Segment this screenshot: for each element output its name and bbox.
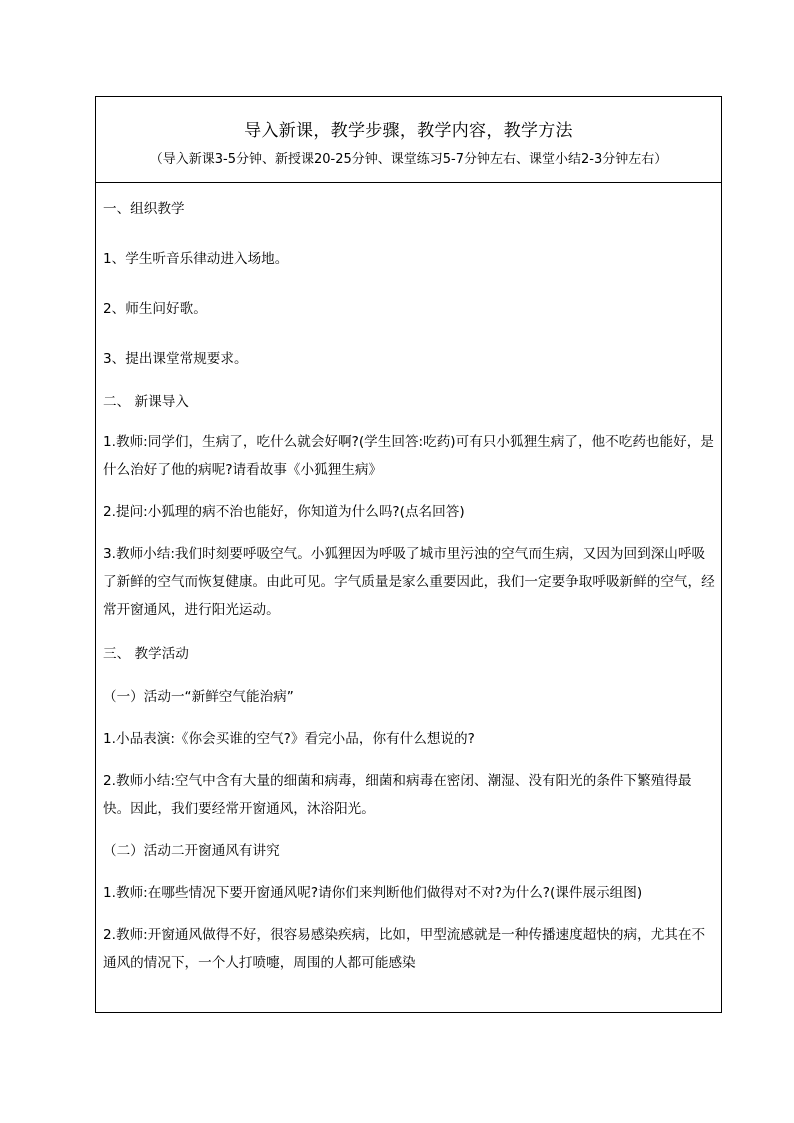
paragraph: 3.教师小结:我们时刻要呼吸空气。小狐狸因为呼吸了城市里污浊的空气而生病，又因为回到深山呼吸了新鲜的空气而恢复健康。由此可见。字气质量是家么重要因此，我们一定要争取呼吸新鲜的空气，经常开窗通风，进行阳光运动。 [103,546,715,618]
section-heading-intro: 二、 新课导入 [103,394,189,410]
paragraph: 2.提问:小狐理的病不治也能好，你知道为什么吗?(点名回答) [103,504,465,520]
table-header [96,97,721,183]
activity-heading: （二）活动二开窗通风有讲究 [103,843,280,859]
section-heading-organize: 一、组织教学 [103,201,185,217]
paragraph: 1、学生听音乐律动进入场地。 [103,251,289,267]
section-heading-activities: 三、 教学活动 [103,646,189,662]
paragraph: 1.教师:同学们，生病了，吃什么就会好啊?(学生回答:吃药)可有只小狐狸生病了，他不吃药也能好，是什么治好了他的病呢?请看故事《小狐狸生病》 [103,434,714,478]
paragraph: 2、师生问好歌。 [103,301,207,317]
paragraph: 2.教师小结:空气中含有大量的细菌和病毒，细菌和病毒在密闭、潮湿、没有阳光的条件下繁殖得最快。因此，我们要经常开窗通风，沐浴阳光。 [103,773,692,817]
paragraph: 2.教师:开窗通风做得不好，很容易感染疾病，比如，甲型流感就是一种传播速度超快的病，尤其在不通风的情况下，一个人打喷嚏，周围的人都可能感染 [103,927,706,971]
activity-heading: （一）活动一“新鲜空气能治病” [103,689,294,705]
paragraph: 1.教师:在哪些情况下要开窗通风呢?请你们来判断他们做得对不对?为什么?(课件展示组图) [103,885,643,901]
paragraph: 1.小品表演:《你会买谁的空气?》看完小品，你有什么想说的? [103,731,475,747]
page-title: 导入新课，教学步骤，教学内容，教学方法 [244,121,573,141]
lesson-plan-table [95,96,722,1013]
paragraph: 3、提出课堂常规要求。 [103,351,248,367]
time-allocation-subtitle: （导入新课3-5分钟、新授课20-25分钟、课堂练习5-7分钟左右、课堂小结2-3分钟左右） [149,152,668,167]
